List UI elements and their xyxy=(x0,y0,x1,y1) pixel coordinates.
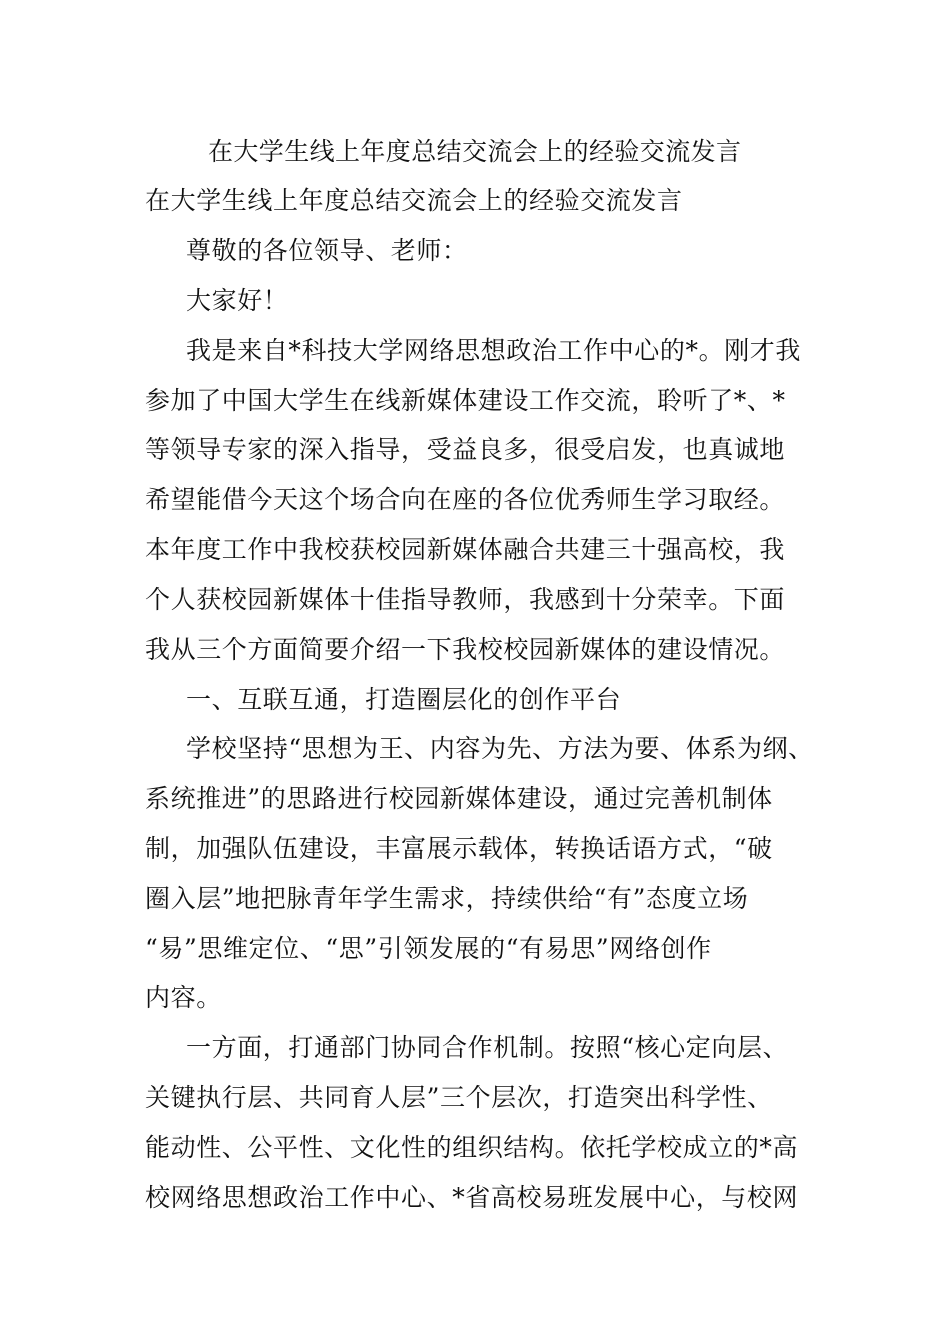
paragraph-line: 参加了中国大学生在线新媒体建设工作交流，聆听了*、* xyxy=(145,386,786,415)
paragraph-line: 系统推进”的思路进行校园新媒体建设，通过完善机制体 xyxy=(145,784,773,813)
paragraph-line: 一方面，打通部门协同合作机制。按照“核心定向层、 xyxy=(186,1033,789,1062)
document-subtitle: 在大学生线上年度总结交流会上的经验交流发言 xyxy=(145,186,683,215)
paragraph-line: 能动性、公平性、文化性的组织结构。依托学校成立的*高 xyxy=(145,1133,799,1162)
paragraph-line: 等领导专家的深入指导，受益良多，很受启发，也真诚地 xyxy=(145,435,786,464)
paragraph-line: 个人获校园新媒体十佳指导教师，我感到十分荣幸。下面 xyxy=(145,585,786,614)
paragraph-line: 校网络思想政治工作中心、*省高校易班发展中心，与校网 xyxy=(145,1183,799,1212)
paragraph-line: 希望能借今天这个场合向在座的各位优秀师生学习取经。 xyxy=(145,485,786,514)
paragraph-line: 圈入层”地把脉青年学生需求，持续供给“有”态度立场 xyxy=(145,884,749,913)
salutation: 尊敬的各位领导、老师： xyxy=(186,236,468,265)
paragraph-line: 制，加强队伍建设，丰富展示载体，转换话语方式，“破 xyxy=(145,834,773,863)
paragraph-line: 内容。 xyxy=(145,983,222,1012)
paragraph-line: 关键执行层、共同育人层”三个层次，打造突出科学性、 xyxy=(145,1083,773,1112)
paragraph-line: 我是来自*科技大学网络思想政治工作中心的*。刚才我 xyxy=(186,336,802,365)
paragraph-line: 本年度工作中我校获校园新媒体融合共建三十强高校，我 xyxy=(145,535,786,564)
document-title: 在大学生线上年度总结交流会上的经验交流发言 xyxy=(208,137,742,166)
paragraph-line: 我从三个方面简要介绍一下我校校园新媒体的建设情况。 xyxy=(145,635,786,664)
greeting: 大家好！ xyxy=(186,286,289,315)
paragraph-line: 学校坚持“思想为王、内容为先、方法为要、体系为纲、 xyxy=(186,734,814,763)
section-heading: 一、互联互通，打造圈层化的创作平台 xyxy=(186,685,622,714)
paragraph-line: “易”思维定位、“思”引领发展的“有易思”网络创作 xyxy=(145,934,712,963)
